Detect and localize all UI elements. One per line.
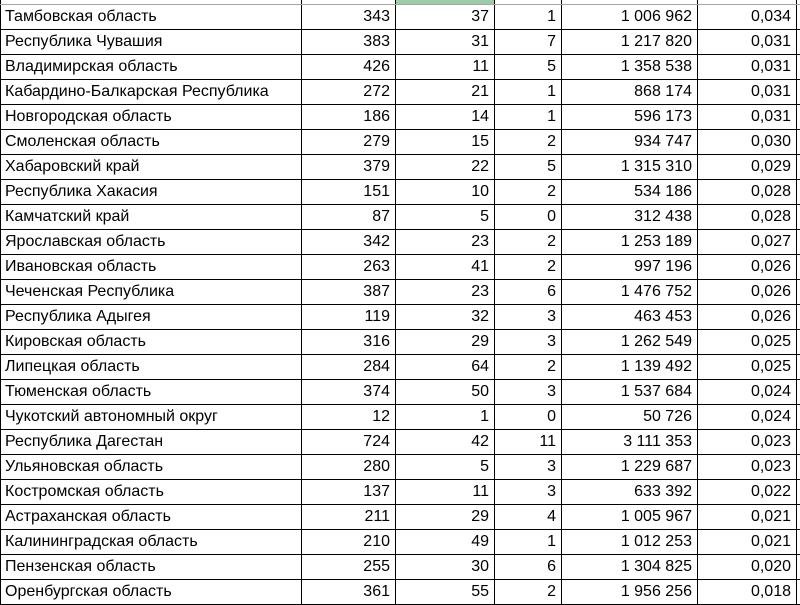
value-cell[interactable]: 0,031 [698, 105, 797, 129]
value-cell[interactable]: 1 005 967 [562, 505, 698, 529]
value-cell[interactable]: 463 453 [562, 305, 698, 329]
value-cell[interactable]: 2 [495, 130, 562, 154]
value-cell[interactable]: 0,031 [698, 55, 797, 79]
table-row [0, 430, 800, 455]
region-name-cell[interactable]: Тамбовская область [0, 5, 302, 29]
table-row [0, 580, 800, 605]
table-row [0, 155, 800, 180]
value-cell[interactable]: 1 012 253 [562, 530, 698, 554]
value-cell[interactable]: 11 [495, 430, 562, 454]
value-cell[interactable]: 0,018 [698, 580, 797, 604]
value-cell[interactable]: 1 956 256 [562, 580, 698, 604]
partial-cell [302, 0, 396, 4]
value-cell[interactable]: 361 [302, 580, 396, 604]
table-row [0, 80, 800, 105]
value-cell[interactable]: 383 [302, 30, 396, 54]
partial-cell [698, 0, 797, 4]
value-cell[interactable]: 426 [302, 55, 396, 79]
region-name-cell[interactable]: Ивановская область [0, 255, 302, 279]
table-row [0, 105, 800, 130]
region-name-cell[interactable]: Пензенская область [0, 555, 302, 579]
value-cell[interactable]: 10 [396, 180, 495, 204]
value-cell[interactable]: 633 392 [562, 480, 698, 504]
value-cell[interactable]: 64 [396, 355, 495, 379]
table-row [0, 130, 800, 155]
value-cell[interactable]: 2 [495, 230, 562, 254]
table-row [0, 5, 800, 30]
value-cell[interactable]: 0,034 [698, 5, 797, 29]
value-cell[interactable]: 868 174 [562, 80, 698, 104]
value-cell[interactable]: 280 [302, 455, 396, 479]
table-body [0, 5, 800, 605]
value-cell[interactable]: 151 [302, 180, 396, 204]
value-cell[interactable]: 55 [396, 580, 495, 604]
value-cell[interactable]: 2 [495, 355, 562, 379]
partial-cell [562, 0, 698, 4]
region-name-cell[interactable]: Владимирская область [0, 55, 302, 79]
table-row [0, 255, 800, 280]
value-cell[interactable]: 23 [396, 280, 495, 304]
value-cell[interactable]: 1 [495, 5, 562, 29]
value-cell[interactable]: 1 217 820 [562, 30, 698, 54]
region-name-cell[interactable]: Хабаровский край [0, 155, 302, 179]
value-cell[interactable]: 3 [495, 455, 562, 479]
region-name-cell[interactable]: Республика Чувашия [0, 30, 302, 54]
value-cell[interactable]: 3 [495, 480, 562, 504]
value-cell[interactable]: 3 111 353 [562, 430, 698, 454]
value-cell[interactable]: 41 [396, 255, 495, 279]
value-cell[interactable]: 534 186 [562, 180, 698, 204]
region-name-cell[interactable]: Смоленская область [0, 130, 302, 154]
value-cell[interactable]: 374 [302, 380, 396, 404]
table-row [0, 355, 800, 380]
value-cell[interactable]: 255 [302, 555, 396, 579]
value-cell[interactable]: 186 [302, 105, 396, 129]
value-cell[interactable]: 1 [396, 405, 495, 429]
region-name-cell[interactable]: Костромская область [0, 480, 302, 504]
value-cell[interactable]: 3 [495, 380, 562, 404]
value-cell[interactable]: 0,029 [698, 155, 797, 179]
value-cell[interactable]: 49 [396, 530, 495, 554]
value-cell[interactable]: 0,031 [698, 30, 797, 54]
value-cell[interactable]: 0,021 [698, 530, 797, 554]
table-row [0, 30, 800, 55]
region-name-cell[interactable]: Республика Хакасия [0, 180, 302, 204]
value-cell[interactable]: 2 [495, 255, 562, 279]
value-cell[interactable]: 1 476 752 [562, 280, 698, 304]
table-row [0, 330, 800, 355]
value-cell[interactable]: 724 [302, 430, 396, 454]
value-cell[interactable]: 15 [396, 130, 495, 154]
region-name-cell[interactable]: Ярославская область [0, 230, 302, 254]
value-cell[interactable]: 29 [396, 330, 495, 354]
value-cell[interactable]: 3 [495, 305, 562, 329]
value-cell[interactable]: 1 358 538 [562, 55, 698, 79]
value-cell[interactable]: 31 [396, 30, 495, 54]
value-cell[interactable]: 5 [495, 155, 562, 179]
value-cell[interactable]: 1 229 687 [562, 455, 698, 479]
region-name-cell[interactable]: Ульяновская область [0, 455, 302, 479]
table-row [0, 480, 800, 505]
table-row [0, 530, 800, 555]
value-cell[interactable]: 997 196 [562, 255, 698, 279]
value-cell[interactable]: 0,020 [698, 555, 797, 579]
value-cell[interactable]: 0,030 [698, 130, 797, 154]
value-cell[interactable]: 279 [302, 130, 396, 154]
green-highlight-cell [396, 0, 495, 4]
value-cell[interactable]: 1 006 962 [562, 5, 698, 29]
value-cell[interactable]: 379 [302, 155, 396, 179]
value-cell[interactable]: 119 [302, 305, 396, 329]
value-cell[interactable]: 0,023 [698, 455, 797, 479]
value-cell[interactable]: 5 [396, 205, 495, 229]
value-cell[interactable]: 6 [495, 555, 562, 579]
value-cell[interactable]: 312 438 [562, 205, 698, 229]
value-cell[interactable]: 0,026 [698, 255, 797, 279]
table-row [0, 555, 800, 580]
table-row [0, 205, 800, 230]
value-cell[interactable]: 0,028 [698, 205, 797, 229]
table-row [0, 180, 800, 205]
value-cell[interactable]: 2 [495, 180, 562, 204]
value-cell[interactable]: 342 [302, 230, 396, 254]
value-cell[interactable]: 21 [396, 80, 495, 104]
table-row [0, 405, 800, 430]
value-cell[interactable]: 0,025 [698, 330, 797, 354]
value-cell[interactable]: 11 [396, 480, 495, 504]
value-cell[interactable]: 0 [495, 405, 562, 429]
region-name-cell[interactable]: Кабардино-Балкарская Республика [0, 80, 302, 104]
value-cell[interactable]: 87 [302, 205, 396, 229]
table-row [0, 230, 800, 255]
value-cell[interactable]: 0,021 [698, 505, 797, 529]
region-name-cell[interactable]: Чукотский автономный округ [0, 405, 302, 429]
value-cell[interactable]: 11 [396, 55, 495, 79]
value-cell[interactable]: 12 [302, 405, 396, 429]
region-name-cell[interactable]: Тюменская область [0, 380, 302, 404]
value-cell[interactable]: 934 747 [562, 130, 698, 154]
table-row [0, 380, 800, 405]
value-cell[interactable]: 23 [396, 230, 495, 254]
region-name-cell[interactable]: Камчатский край [0, 205, 302, 229]
value-cell[interactable]: 263 [302, 255, 396, 279]
value-cell[interactable]: 30 [396, 555, 495, 579]
region-name-cell[interactable]: Липецкая область [0, 355, 302, 379]
value-cell[interactable]: 2 [495, 580, 562, 604]
value-cell[interactable]: 0,026 [698, 305, 797, 329]
value-cell[interactable]: 22 [396, 155, 495, 179]
region-name-cell[interactable]: Кировская область [0, 330, 302, 354]
value-cell[interactable]: 1 139 492 [562, 355, 698, 379]
value-cell[interactable]: 37 [396, 5, 495, 29]
value-cell[interactable]: 1 253 189 [562, 230, 698, 254]
value-cell[interactable]: 32 [396, 305, 495, 329]
region-name-cell[interactable]: Астраханская область [0, 505, 302, 529]
value-cell[interactable]: 0,024 [698, 405, 797, 429]
table-row [0, 305, 800, 330]
region-name-cell[interactable]: Новгородская область [0, 105, 302, 129]
table-row [0, 455, 800, 480]
value-cell[interactable]: 210 [302, 530, 396, 554]
value-cell[interactable]: 211 [302, 505, 396, 529]
value-cell[interactable]: 316 [302, 330, 396, 354]
value-cell[interactable]: 387 [302, 280, 396, 304]
value-cell[interactable]: 137 [302, 480, 396, 504]
partial-cell [495, 0, 562, 4]
value-cell[interactable]: 0,031 [698, 80, 797, 104]
value-cell[interactable]: 0,024 [698, 380, 797, 404]
region-name-cell[interactable]: Чеченская Республика [0, 280, 302, 304]
value-cell[interactable]: 0,027 [698, 230, 797, 254]
value-cell[interactable]: 343 [302, 5, 396, 29]
value-cell[interactable]: 1 [495, 105, 562, 129]
value-cell[interactable]: 596 173 [562, 105, 698, 129]
region-name-cell[interactable]: Республика Дагестан [0, 430, 302, 454]
value-cell[interactable]: 0,025 [698, 355, 797, 379]
value-cell[interactable]: 1 315 310 [562, 155, 698, 179]
table-row [0, 505, 800, 530]
value-cell[interactable]: 50 726 [562, 405, 698, 429]
value-cell[interactable]: 50 [396, 380, 495, 404]
value-cell[interactable]: 4 [495, 505, 562, 529]
value-cell[interactable]: 0,023 [698, 430, 797, 454]
value-cell[interactable]: 29 [396, 505, 495, 529]
value-cell[interactable]: 1 304 825 [562, 555, 698, 579]
region-name-cell[interactable]: Калининградская область [0, 530, 302, 554]
value-cell[interactable]: 1 262 549 [562, 330, 698, 354]
value-cell[interactable]: 7 [495, 30, 562, 54]
value-cell[interactable]: 14 [396, 105, 495, 129]
value-cell[interactable]: 1 [495, 530, 562, 554]
value-cell[interactable]: 284 [302, 355, 396, 379]
value-cell[interactable]: 0,022 [698, 480, 797, 504]
value-cell[interactable]: 0,028 [698, 180, 797, 204]
value-cell[interactable]: 42 [396, 430, 495, 454]
value-cell[interactable]: 5 [495, 55, 562, 79]
value-cell[interactable]: 1 [495, 80, 562, 104]
value-cell[interactable]: 0 [495, 205, 562, 229]
value-cell[interactable]: 272 [302, 80, 396, 104]
region-name-cell[interactable]: Республика Адыгея [0, 305, 302, 329]
value-cell[interactable]: 0,026 [698, 280, 797, 304]
value-cell[interactable]: 5 [396, 455, 495, 479]
value-cell[interactable]: 1 537 684 [562, 380, 698, 404]
partial-cell [0, 0, 302, 4]
table-row [0, 55, 800, 80]
value-cell[interactable]: 3 [495, 330, 562, 354]
table-row [0, 280, 800, 305]
region-name-cell[interactable]: Оренбургская область [0, 580, 302, 604]
value-cell[interactable]: 6 [495, 280, 562, 304]
